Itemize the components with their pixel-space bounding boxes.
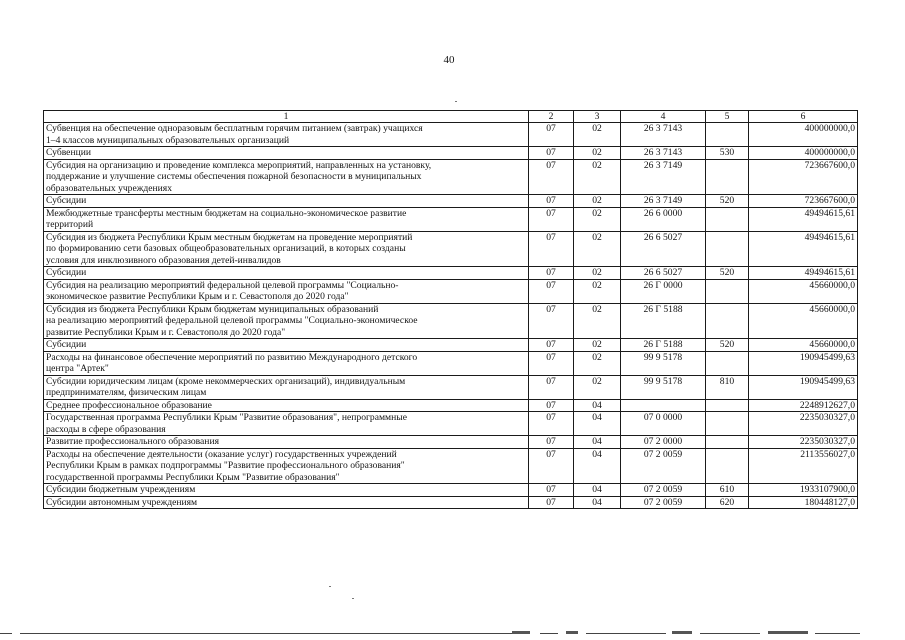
row-section-code: 07	[529, 147, 574, 160]
row-expense-type-code: 810	[706, 375, 749, 399]
row-section-code: 07	[529, 339, 574, 352]
table-row	[44, 159, 858, 195]
row-amount: 2235030327,0	[749, 412, 858, 436]
column-header-target-code: 4	[621, 111, 706, 123]
row-target-code: 26 6 5027	[621, 267, 706, 280]
row-target-code: 07 2 0059	[621, 484, 706, 497]
footer-dash	[768, 631, 808, 634]
row-expense-type-code	[706, 207, 749, 231]
row-target-code: 26 6 5027	[621, 231, 706, 267]
row-expense-type-code	[706, 231, 749, 267]
row-subsection-code: 04	[574, 412, 621, 436]
table-row	[44, 412, 858, 436]
row-amount: 2113556027,0	[749, 448, 858, 484]
row-section-code: 07	[529, 279, 574, 303]
row-target-code: 26 3 7149	[621, 195, 706, 208]
column-header-subsection: 3	[574, 111, 621, 123]
row-description: Субсидии	[44, 195, 529, 208]
row-section-code: 07	[529, 375, 574, 399]
table-row	[44, 339, 858, 352]
row-section-code: 07	[529, 159, 574, 195]
row-section-code: 07	[529, 123, 574, 147]
row-description: Субвенции	[44, 147, 529, 160]
row-target-code: 26 Г 0000	[621, 279, 706, 303]
row-subsection-code: 02	[574, 351, 621, 375]
row-target-code: 26 3 7149	[621, 159, 706, 195]
row-subsection-code: 04	[574, 399, 621, 412]
row-section-code: 07	[529, 412, 574, 436]
row-expense-type-code	[706, 399, 749, 412]
row-expense-type-code: 520	[706, 339, 749, 352]
row-target-code: 99 9 5178	[621, 351, 706, 375]
row-expense-type-code	[706, 123, 749, 147]
row-target-code: 07 2 0000	[621, 436, 706, 449]
column-header-name: 1	[44, 111, 529, 123]
table-header	[44, 111, 858, 123]
row-section-code: 07	[529, 231, 574, 267]
row-amount: 49494615,61	[749, 267, 858, 280]
table-row	[44, 303, 858, 339]
row-expense-type-code: 520	[706, 267, 749, 280]
row-description: Субсидии бюджетным учреждениям	[44, 484, 529, 497]
table-row	[44, 147, 858, 160]
table-row	[44, 375, 858, 399]
row-section-code: 07	[529, 399, 574, 412]
row-section-code: 07	[529, 195, 574, 208]
footer-dash	[512, 631, 530, 634]
row-amount: 180448127,0	[749, 496, 858, 509]
row-amount: 190945499,63	[749, 351, 858, 375]
row-expense-type-code	[706, 436, 749, 449]
row-expense-type-code: 520	[706, 195, 749, 208]
row-description: Расходы на финансовое обеспечение мероприятий по развитию Международного детского центра "Артек"	[44, 351, 529, 375]
footer-rule	[815, 633, 860, 634]
table-row	[44, 448, 858, 484]
row-description: Субсидии юридическим лицам (кроме некоммерческих организаций), индивидуальным предпринимателям, физическим лицам	[44, 375, 529, 399]
row-description: Расходы на обеспечение деятельности (оказание услуг) государственных учреждений Республики Крым в рамках подпрограммы "Развитие профессионального образования" государственной программы Республики Крым "Развитие образования"	[44, 448, 529, 484]
column-header-expense-type: 5	[706, 111, 749, 123]
row-amount: 45660000,0	[749, 279, 858, 303]
scan-speck	[352, 598, 354, 599]
footer-rule	[540, 633, 558, 634]
table-row	[44, 195, 858, 208]
table-body	[44, 123, 858, 509]
table-row	[44, 496, 858, 509]
row-expense-type-code	[706, 279, 749, 303]
row-subsection-code: 02	[574, 375, 621, 399]
footer-dash	[672, 631, 692, 634]
page-number: 40	[443, 54, 455, 66]
row-target-code: 07 2 0059	[621, 496, 706, 509]
row-description: Субсидия на организацию и проведение комплекса мероприятий, направленных на установку, поддержание и улучшение системы обеспечения пожарной безопасности в муниципальных образовательных учреждениях	[44, 159, 529, 195]
row-expense-type-code	[706, 448, 749, 484]
table-row	[44, 399, 858, 412]
table-row	[44, 207, 858, 231]
row-amount: 400000000,0	[749, 147, 858, 160]
row-amount: 723667600,0	[749, 159, 858, 195]
row-subsection-code: 04	[574, 436, 621, 449]
row-description: Развитие профессионального образования	[44, 436, 529, 449]
row-section-code: 07	[529, 267, 574, 280]
row-expense-type-code: 530	[706, 147, 749, 160]
row-description: Среднее профессиональное образование	[44, 399, 529, 412]
row-subsection-code: 04	[574, 496, 621, 509]
row-subsection-code: 02	[574, 339, 621, 352]
footer-rule	[586, 633, 666, 634]
row-expense-type-code	[706, 351, 749, 375]
row-description: Субсидии	[44, 339, 529, 352]
row-subsection-code: 02	[574, 207, 621, 231]
row-target-code: 26 6 0000	[621, 207, 706, 231]
row-expense-type-code: 620	[706, 496, 749, 509]
row-subsection-code: 02	[574, 159, 621, 195]
row-description: Субсидии автономным учреждениям	[44, 496, 529, 509]
row-subsection-code: 02	[574, 231, 621, 267]
row-description: Межбюджетные трансферты местным бюджетам на социально-экономическое развитие территорий	[44, 207, 529, 231]
scan-speck	[455, 101, 457, 102]
row-description: Субсидия на реализацию мероприятий федеральной целевой программы "Социально- экономическое развитие Республики Крым и г. Севастополя до 2020 года"	[44, 279, 529, 303]
row-amount: 45660000,0	[749, 303, 858, 339]
row-description: Государственная программа Республики Крым "Развитие образования", непрограммные расходы в сфере образования	[44, 412, 529, 436]
row-amount: 190945499,63	[749, 375, 858, 399]
row-section-code: 07	[529, 484, 574, 497]
row-target-code: 99 9 5178	[621, 375, 706, 399]
row-amount: 723667600,0	[749, 195, 858, 208]
row-section-code: 07	[529, 496, 574, 509]
budget-table	[43, 110, 858, 509]
row-subsection-code: 02	[574, 303, 621, 339]
row-amount: 49494615,61	[749, 207, 858, 231]
row-amount: 2248912627,0	[749, 399, 858, 412]
row-target-code: 26 3 7143	[621, 123, 706, 147]
header-row	[44, 111, 858, 123]
table-row	[44, 123, 858, 147]
table-row	[44, 267, 858, 280]
table-row	[44, 279, 858, 303]
row-expense-type-code: 610	[706, 484, 749, 497]
row-target-code: 07 0 0000	[621, 412, 706, 436]
row-subsection-code: 02	[574, 195, 621, 208]
row-section-code: 07	[529, 207, 574, 231]
row-target-code: 26 Г 5188	[621, 303, 706, 339]
row-subsection-code: 02	[574, 279, 621, 303]
row-subsection-code: 02	[574, 267, 621, 280]
scan-speck	[329, 586, 331, 587]
row-expense-type-code	[706, 303, 749, 339]
row-section-code: 07	[529, 436, 574, 449]
table-row	[44, 436, 858, 449]
row-description: Субсидия из бюджета Республики Крым местным бюджетам на проведение мероприятий по формированию сети базовых общеобразовательных организаций, в которых созданы условия для инклюзивного образования детей-инвалидов	[44, 231, 529, 267]
footer-rule	[0, 633, 12, 634]
row-description: Субсидия из бюджета Республики Крым бюджетам муниципальных образований на реализацию мероприятий федеральной целевой программы "Социально-экономическое развитие Республики Крым и г. Севастополя до 2020 года"	[44, 303, 529, 339]
table-row	[44, 484, 858, 497]
row-target-code: 26 3 7143	[621, 147, 706, 160]
footer-dash	[566, 631, 578, 634]
row-amount: 1933107900,0	[749, 484, 858, 497]
row-expense-type-code	[706, 412, 749, 436]
row-description: Субвенция на обеспечение одноразовым бесплатным горячим питанием (завтрак) учащихся 1–4 классов муниципальных образовательных организаций	[44, 123, 529, 147]
row-amount: 400000000,0	[749, 123, 858, 147]
column-header-amount: 6	[749, 111, 858, 123]
row-amount: 49494615,61	[749, 231, 858, 267]
row-description: Субсидии	[44, 267, 529, 280]
row-subsection-code: 04	[574, 484, 621, 497]
row-target-code: 26 Г 5188	[621, 339, 706, 352]
row-subsection-code: 04	[574, 448, 621, 484]
table-row	[44, 351, 858, 375]
row-section-code: 07	[529, 448, 574, 484]
row-subsection-code: 02	[574, 123, 621, 147]
row-amount: 45660000,0	[749, 339, 858, 352]
column-header-section: 2	[529, 111, 574, 123]
row-subsection-code: 02	[574, 147, 621, 160]
row-section-code: 07	[529, 303, 574, 339]
row-target-code	[621, 399, 706, 412]
row-section-code: 07	[529, 351, 574, 375]
footer-rule	[700, 633, 760, 634]
table-row	[44, 231, 858, 267]
row-target-code: 07 2 0059	[621, 448, 706, 484]
footer-rule	[20, 633, 512, 634]
row-expense-type-code	[706, 159, 749, 195]
row-amount: 2235030327,0	[749, 436, 858, 449]
